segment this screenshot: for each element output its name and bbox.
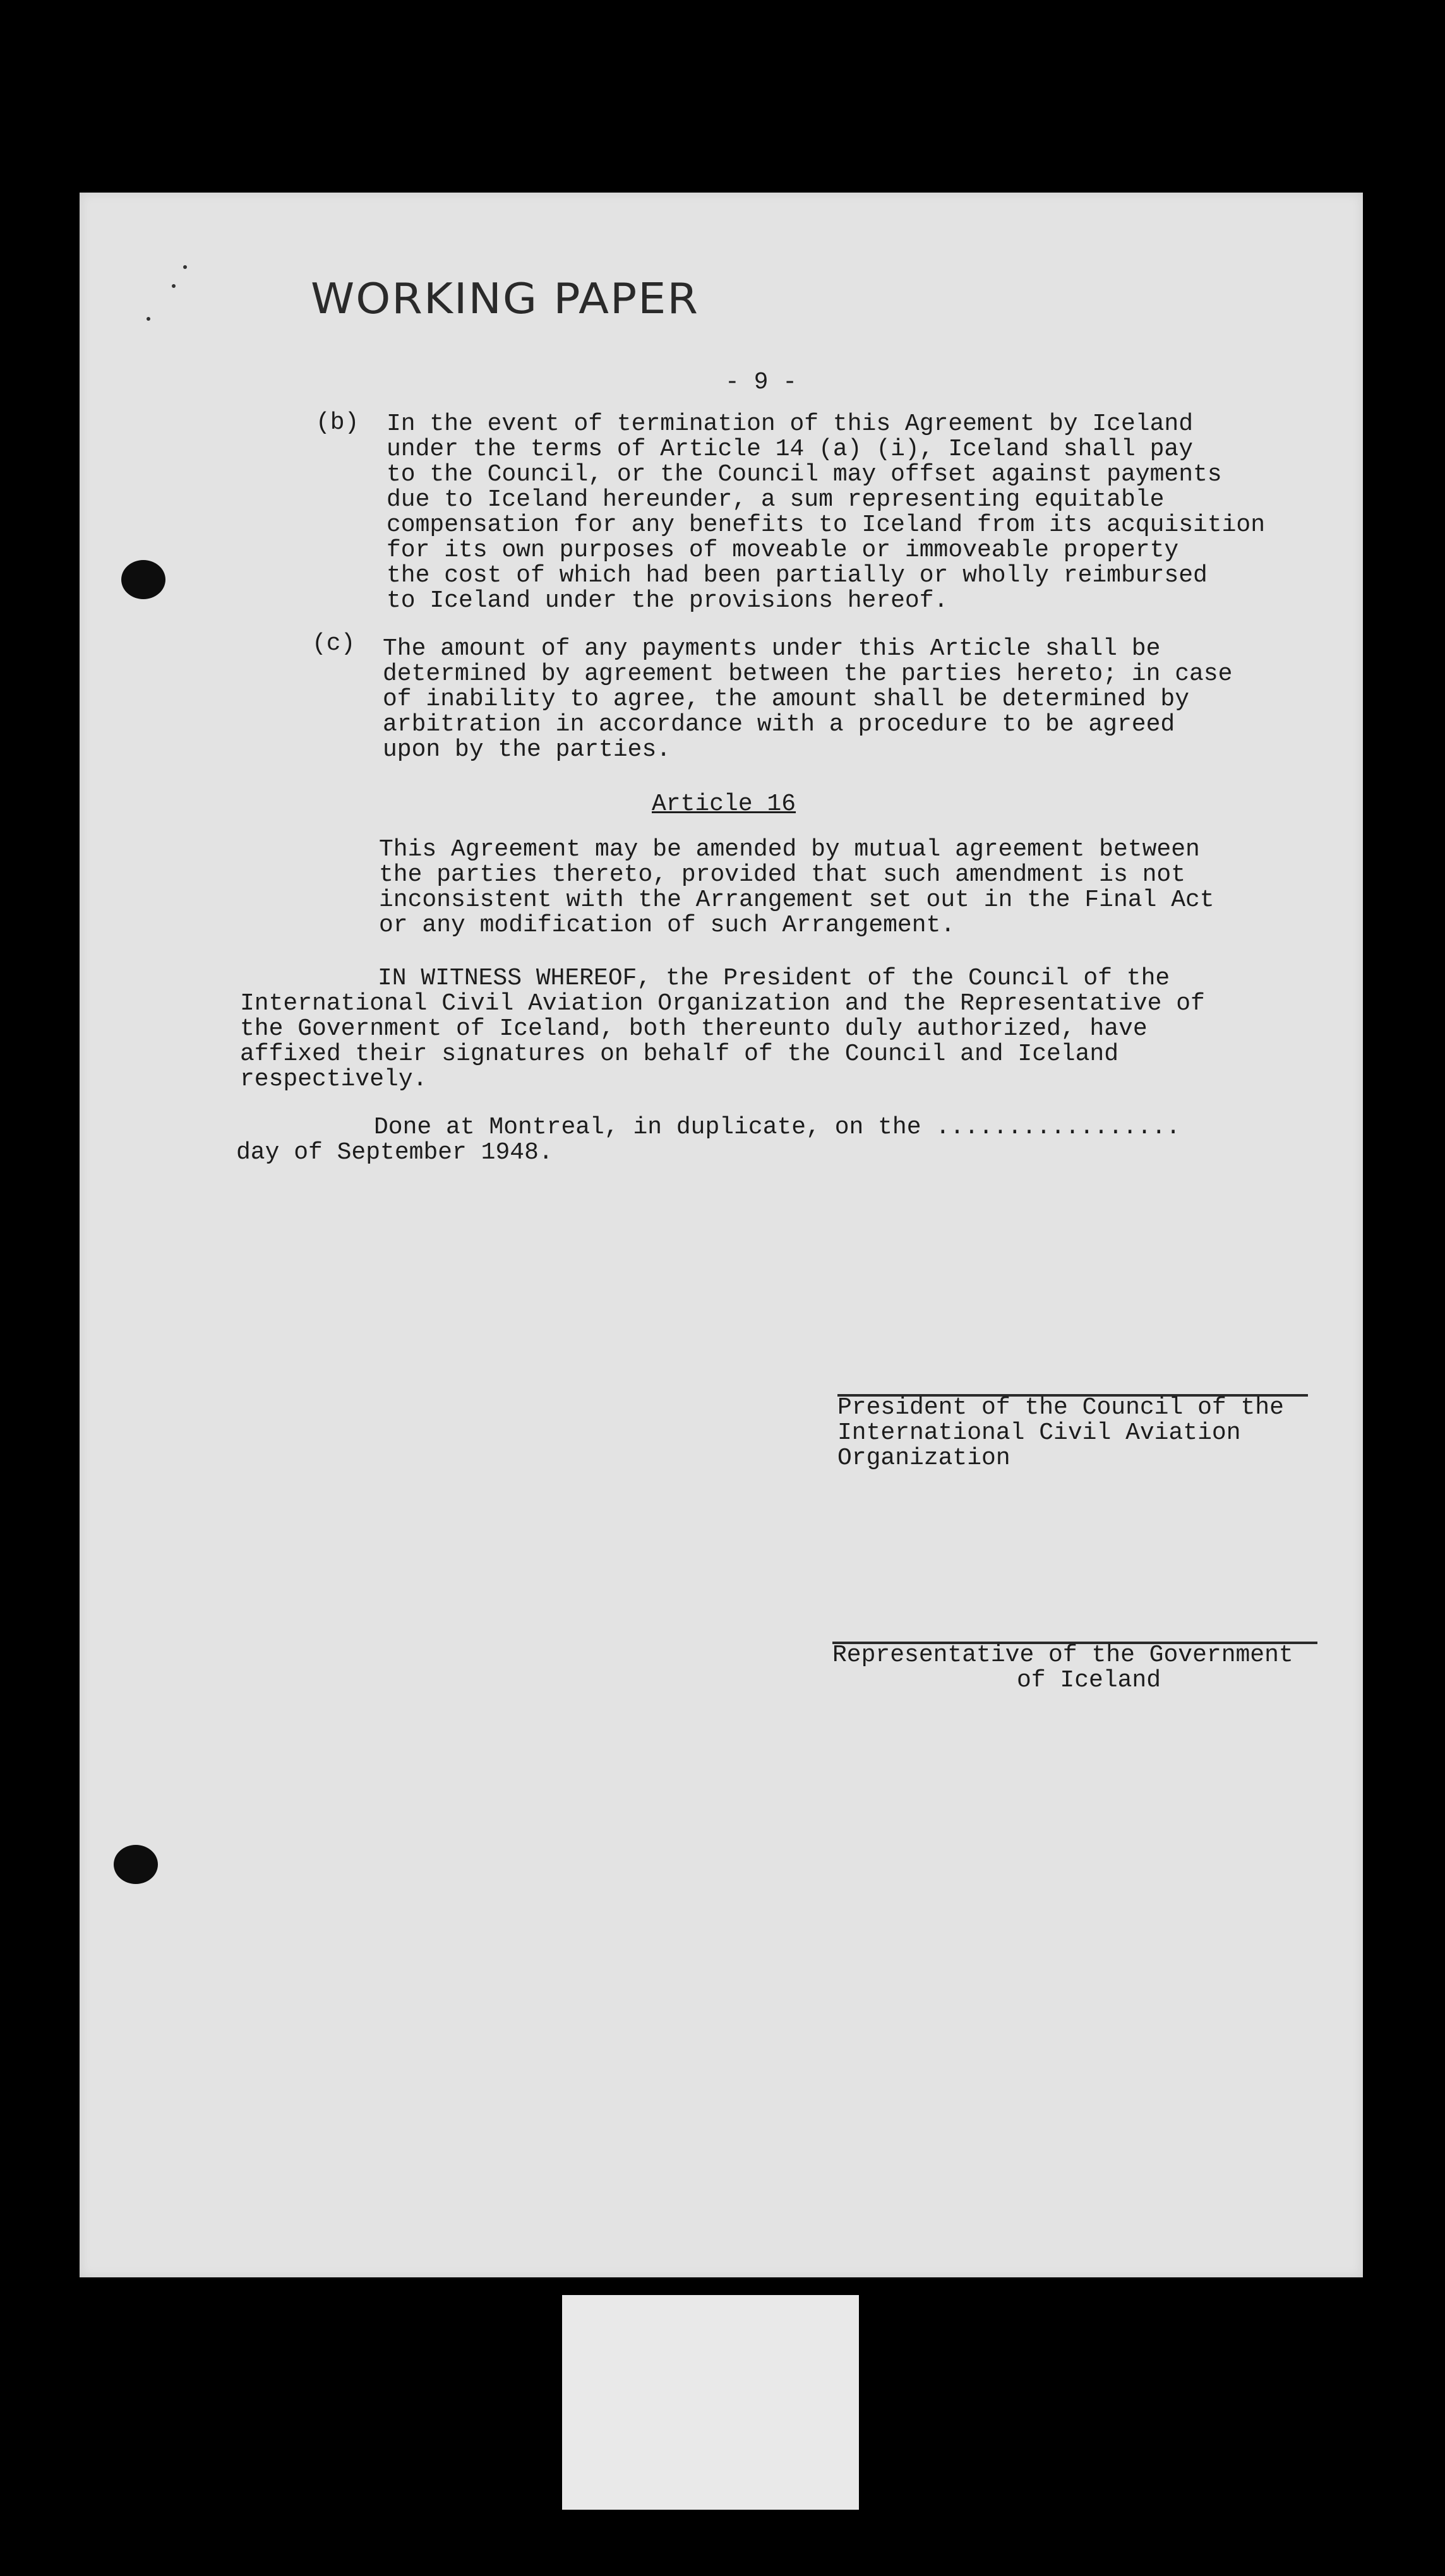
article-16-line: This Agreement may be amended by mutual agreement between xyxy=(379,836,1200,863)
witness-line: IN WITNESS WHEREOF, the President of the Council of the xyxy=(378,965,1170,992)
para-b-line: to Iceland under the provisions hereof. xyxy=(387,587,949,614)
para-c-line: determined by agreement between the parties hereto; in case xyxy=(383,660,1233,688)
para-b-line: In the event of termination of this Agreement by Iceland xyxy=(387,410,1194,438)
signature-representative-line: Representative of the Government xyxy=(832,1642,1293,1669)
article-16-line: the parties thereto, provided that such amendment is not xyxy=(379,861,1186,888)
witness-line: respectively. xyxy=(240,1066,428,1093)
signature-president-line: President of the Council of the xyxy=(837,1394,1284,1421)
article-16-heading: Article 16 xyxy=(652,790,796,818)
signature-representative-line: of Iceland xyxy=(1017,1667,1161,1694)
speck-mark xyxy=(183,265,187,269)
witness-line: International Civil Aviation Organization and the Representative of xyxy=(240,990,1205,1017)
article-16-line: or any modification of such Arrangement. xyxy=(379,912,956,939)
page-number: - 9 - xyxy=(725,369,798,396)
signature-president-line: Organization xyxy=(837,1445,1010,1472)
label-card xyxy=(562,2295,859,2510)
done-line: day of September 1948. xyxy=(236,1139,553,1166)
para-b-line: under the terms of Article 14 (a) (i), Iceland shall pay xyxy=(387,436,1194,463)
para-c-line: upon by the parties. xyxy=(383,736,671,763)
done-line: Done at Montreal, in duplicate, on the ................. xyxy=(374,1114,1181,1141)
para-c-label: (c) xyxy=(312,630,356,657)
para-b-line: compensation for any benefits to Iceland from its acquisition xyxy=(387,511,1266,539)
para-b-line: due to Iceland hereunder, a sum representing equitable xyxy=(387,486,1165,513)
punch-hole-top xyxy=(121,560,165,599)
para-c-line: arbitration in accordance with a procedure to be agreed xyxy=(383,711,1175,738)
para-b-line: for its own purposes of moveable or immoveable property xyxy=(387,537,1179,564)
punch-hole-bottom xyxy=(114,1845,158,1884)
para-b-line: to the Council, or the Council may offset against payments xyxy=(387,461,1222,488)
working-paper-stamp: WORKING PAPER xyxy=(311,274,700,323)
signature-president-line: International Civil Aviation xyxy=(837,1419,1241,1446)
speck-mark xyxy=(147,317,150,321)
para-c-line: The amount of any payments under this Article shall be xyxy=(383,635,1161,662)
speck-mark xyxy=(172,284,176,288)
para-b-line: the cost of which had been partially or wholly reimbursed xyxy=(387,562,1208,589)
witness-line: the Government of Iceland, both thereunto duly authorized, have xyxy=(240,1015,1148,1042)
para-b-label: (b) xyxy=(316,409,359,436)
article-16-line: inconsistent with the Arrangement set out in the Final Act xyxy=(379,886,1214,914)
witness-line: affixed their signatures on behalf of the Council and Iceland xyxy=(240,1041,1119,1068)
para-c-line: of inability to agree, the amount shall be determined by xyxy=(383,686,1190,713)
